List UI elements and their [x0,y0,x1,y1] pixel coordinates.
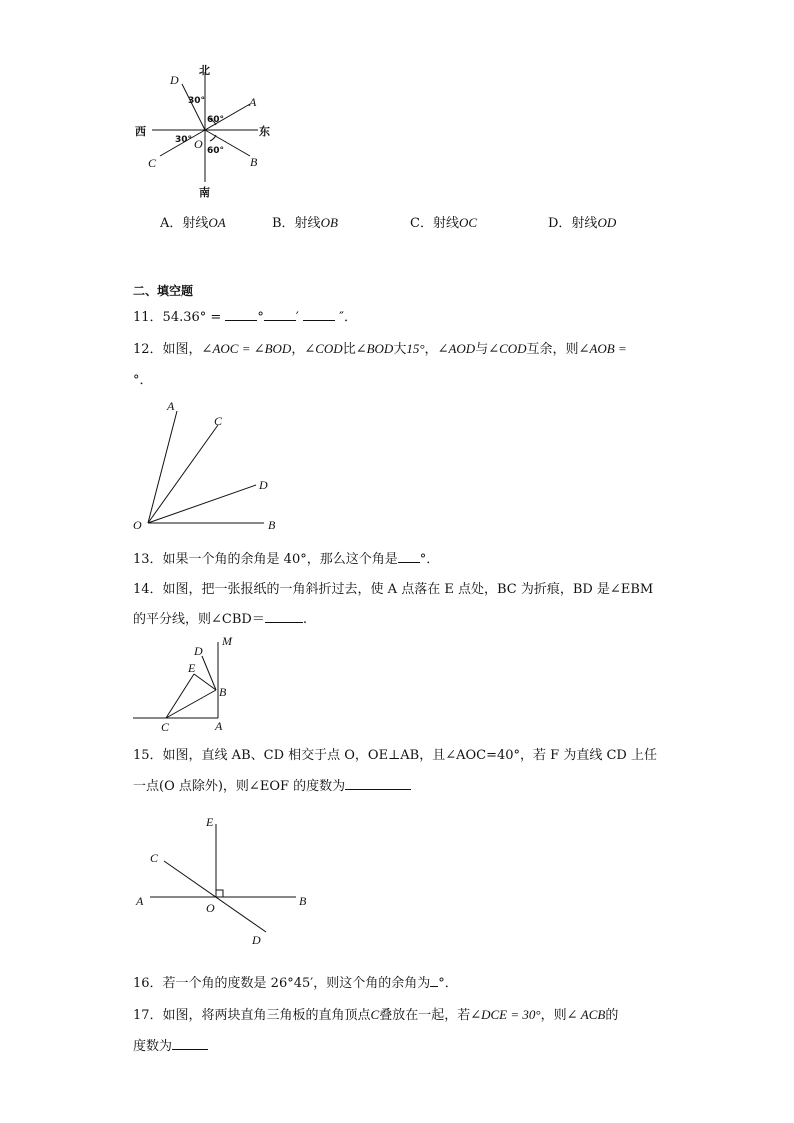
point-a-label: A [249,95,257,109]
fig12-c-label: C [214,414,223,428]
fig15-d-label: D [252,933,261,947]
question-12-line1: 12．如图，∠AOC = ∠BOD，∠COD比∠BOD大15°，∠AOD与∠COD互余，则∠AOB = [133,341,627,357]
fig12-a-label: A [167,399,175,413]
compass-figure [130,60,280,205]
option-b: B．射线OB [272,215,338,231]
figure-12 [130,395,290,535]
fig12-b-label: B [268,518,276,532]
fig14-a-label: A [215,719,223,733]
angle-a-label: 60° [207,115,225,125]
question-17-line1: 17．如图，将两块直角三角板的直角顶点C叠放在一起，若∠DCE = 30°，则∠ ACB的 [133,1007,619,1023]
question-14-line2: 的平分线，则∠CBD＝ . [133,612,307,627]
question-17-line2: 度数为 [133,1035,208,1054]
question-14-line1: 14．如图，把一张报纸的一角斜折过去，使 A 点落在 E 点处，BC 为折痕，BD 是∠EBM [133,582,654,597]
question-12-line2: °． [133,373,153,388]
fig15-e-label: E [206,815,214,829]
option-a: A．射线OA [160,215,226,231]
fig12-o-label: O [133,518,142,532]
east-label: 东 [259,125,270,138]
fig14-m-label: M [222,634,232,648]
question-15-line2: 一点(O 点除外)，则∠EOF 的度数为 [133,775,411,794]
question-11: 11．54.36° = ° ′ ″． [133,310,358,325]
fig12-d-label: D [259,478,268,492]
ray-od [182,84,205,130]
angle-d-label: 30° [188,96,206,106]
fig15-a-label: A [136,894,144,908]
point-c-label: C [148,156,157,170]
fig15-o-label: O [206,901,215,915]
fig15-b-label: B [299,894,307,908]
point-b-label: B [250,155,258,169]
west-label: 西 [135,125,146,138]
fig14-d-label: D [194,644,203,658]
fig15-c-label: C [150,851,159,865]
fig14-b-label: B [219,685,227,699]
point-d-label: D [170,73,179,87]
fig14-e-label: E [188,661,196,675]
south-label: 南 [199,186,210,199]
question-15-line1: 15．如图，直线 AB、CD 相交于点 O，OE⊥AB，且∠AOC=40°，若 F 为直线 CD 上任 [133,748,657,763]
fig14-c-label: C [161,720,170,734]
section-heading: 二、填空题 [133,284,194,298]
figure-14 [130,634,250,734]
point-o-label: O [194,137,203,151]
question-13: 13．如果一个角的余角是 40°，那么这个角是 °． [133,552,440,567]
option-d: D．射线OD [548,215,617,231]
north-label: 北 [199,64,210,77]
option-c: C．射线OC [410,215,478,231]
figure-15 [130,810,320,950]
question-16: 16．若一个角的度数是 26°45′，则这个角的余角为 °． [133,976,458,991]
angle-b-label: 60° [207,146,225,156]
angle-c-label: 30° [175,135,193,145]
